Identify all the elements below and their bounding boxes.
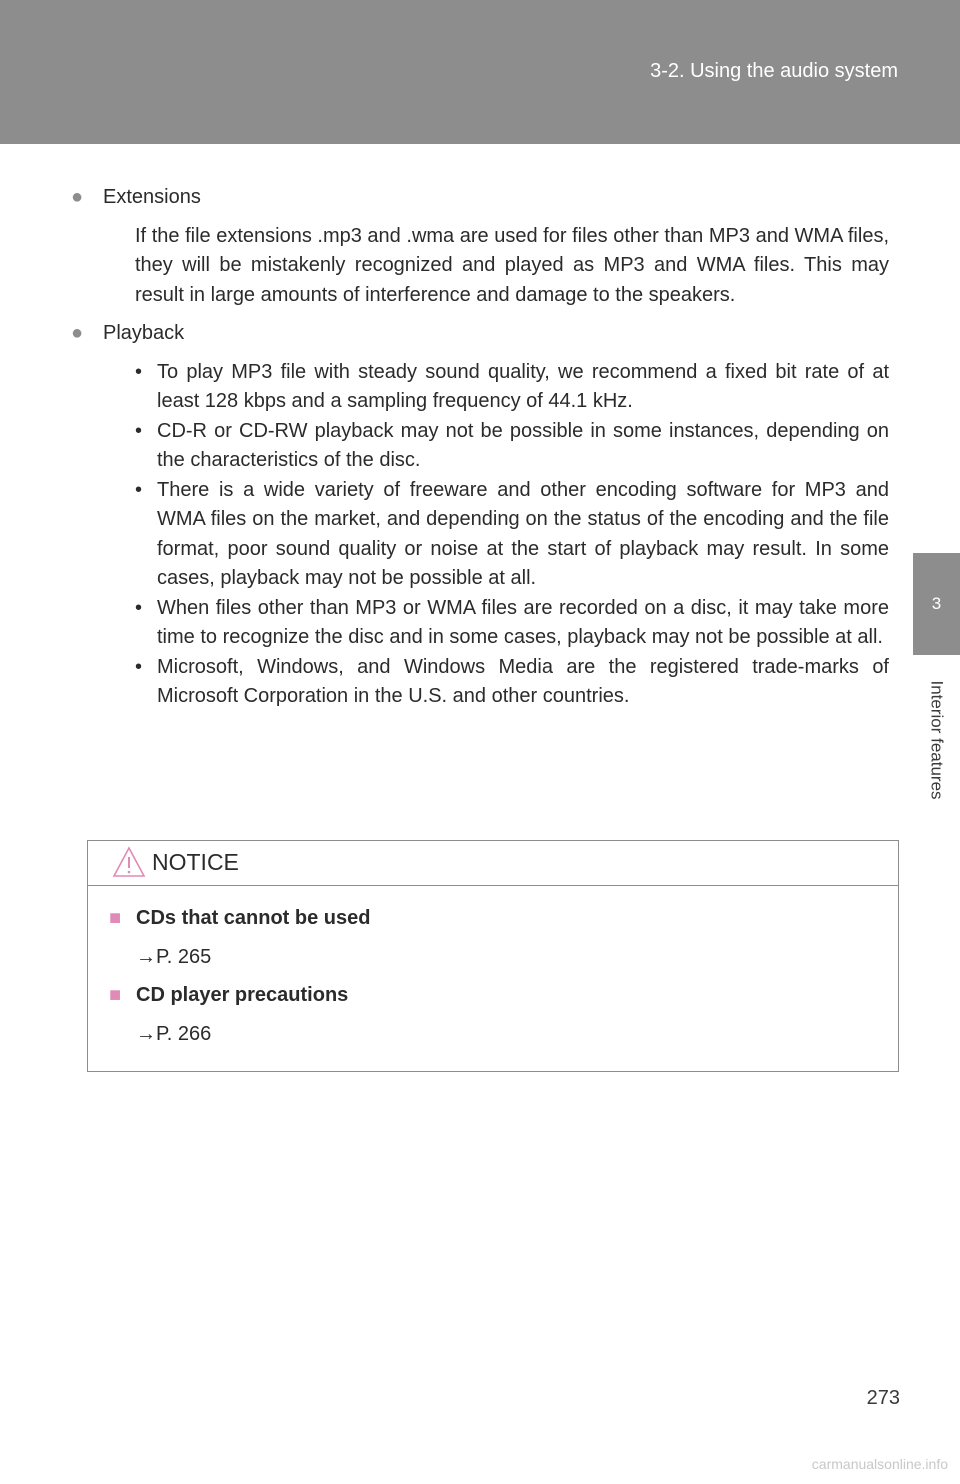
- square-bullet-icon: ■: [109, 907, 122, 929]
- list-item: • CD-R or CD-RW playback may not be possible in some instances, depending on the characteristics of the disc.: [135, 417, 889, 476]
- page-number: 273: [866, 1387, 900, 1409]
- list-item: • There is a wide variety of freeware and other encoding software for MP3 and WMA files on the market, and depending on the status of the encoding and the file format, poor sound quality or noise at the start of playback may result. In some cases, playback may not be possible at all.: [135, 476, 889, 594]
- chapter-label: Interior features: [927, 680, 947, 800]
- extensions-heading: [71, 183, 889, 213]
- section-title: 3-2. Using the audio system: [650, 60, 898, 82]
- chapter-label-container: [913, 655, 960, 825]
- notice-box: [87, 840, 899, 1072]
- playback-list: [135, 358, 889, 712]
- square-bullet-icon: ■: [109, 984, 122, 1006]
- playback-heading: [71, 319, 889, 349]
- list-item: • Microsoft, Windows, and Windows Media are the registered trade-marks of Microsoft Corporation in the U.S. and other countries.: [135, 653, 889, 712]
- notice-header: [88, 841, 898, 886]
- extensions-paragraph: If the file extensions .mp3 and .wma are used for files other than MP3 and WMA files, they will be mistakenly recognized and played as MP3 and WMA files. This may result in large amounts of interference and damage to the speakers.: [135, 224, 889, 306]
- notice-title: NOTICE: [152, 849, 239, 875]
- page-header: [0, 0, 960, 144]
- dot-bullet-icon: •: [135, 360, 143, 383]
- playback-heading-text: Playback: [103, 322, 185, 344]
- extensions-heading-text: Extensions: [103, 186, 201, 208]
- watermark: carmanualsonline.info: [811, 1456, 948, 1472]
- warning-triangle-icon: [112, 846, 146, 878]
- circle-bullet-icon: ●: [71, 322, 84, 344]
- page-reference: →P. 265: [136, 945, 212, 968]
- list-item: • When files other than MP3 or WMA files are recorded on a disc, it may take more time to recognize the disc and in some cases, playback may not be possible at all.: [135, 594, 889, 653]
- page-reference: →P. 266: [136, 1022, 212, 1045]
- circle-bullet-icon: ●: [71, 186, 84, 208]
- notice-section-heading: ■ CD player precautions: [109, 981, 898, 1011]
- chapter-number: 3: [931, 594, 942, 613]
- list-item: • To play MP3 file with steady sound quality, we recommend a fixed bit rate of at least 128 kbps and a sampling frequency of 44.1 kHz.: [135, 358, 889, 417]
- dot-bullet-icon: •: [135, 478, 143, 501]
- dot-bullet-icon: •: [135, 655, 143, 678]
- notice-section-heading: ■ CDs that cannot be used: [109, 904, 898, 934]
- chapter-tab: [913, 553, 960, 655]
- main-content: [71, 183, 889, 712]
- notice-body: [88, 886, 898, 1049]
- dot-bullet-icon: •: [135, 596, 143, 619]
- dot-bullet-icon: •: [135, 419, 143, 442]
